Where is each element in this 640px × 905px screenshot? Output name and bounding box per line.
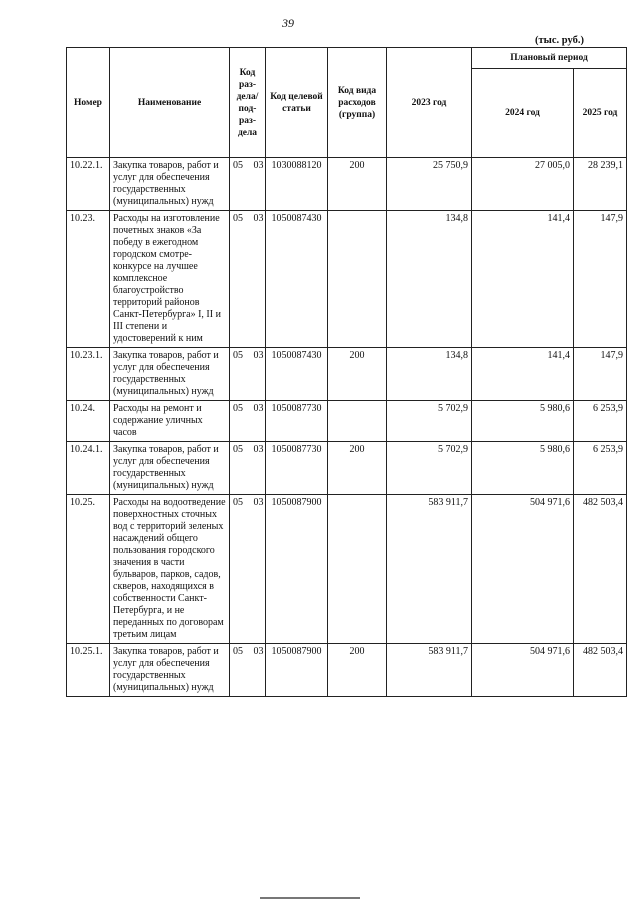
row-expense-cell: 200 xyxy=(328,158,387,211)
row-subsection-cell: 03 xyxy=(251,442,266,495)
row-2024-cell: 504 971,6 xyxy=(472,495,574,644)
row-2023-cell: 583 911,7 xyxy=(387,644,472,697)
page-number: 39 xyxy=(282,16,294,30)
row-expense-cell xyxy=(328,401,387,442)
row-expense-cell: 200 xyxy=(328,442,387,495)
row-target-cell: 1050087900 xyxy=(266,495,328,644)
row-name-cell: Закупка товаров, работ и услуг для обеспечения государственных (муниципальных) нужд xyxy=(110,348,230,401)
footer-rule xyxy=(260,897,360,899)
row-2023-cell: 5 702,9 xyxy=(387,442,472,495)
row-number-cell: 10.25.1. xyxy=(67,644,110,697)
row-section-cell: 05 xyxy=(230,211,251,348)
header-2025: 2025 год xyxy=(574,69,627,158)
row-section-cell: 05 xyxy=(230,348,251,401)
row-2025-cell: 482 503,4 xyxy=(574,495,627,644)
row-2023-cell: 134,8 xyxy=(387,348,472,401)
header-2024: 2024 год xyxy=(472,69,574,158)
row-section-cell: 05 xyxy=(230,495,251,644)
row-target-cell: 1050087430 xyxy=(266,211,328,348)
row-2024-cell: 141,4 xyxy=(472,348,574,401)
units-label: (тыс. руб.) xyxy=(535,35,584,46)
row-2023-cell: 25 750,9 xyxy=(387,158,472,211)
header-section: Код раз-дела/ под-раз-дела xyxy=(230,48,266,158)
header-row xyxy=(67,48,627,69)
row-2023-cell: 134,8 xyxy=(387,211,472,348)
row-expense-cell xyxy=(328,211,387,348)
row-2023-cell: 5 702,9 xyxy=(387,401,472,442)
row-2024-cell: 5 980,6 xyxy=(472,401,574,442)
row-section-cell: 05 xyxy=(230,401,251,442)
row-subsection-cell: 03 xyxy=(251,644,266,697)
row-expense-cell xyxy=(328,495,387,644)
row-expense-cell: 200 xyxy=(328,348,387,401)
row-subsection-cell: 03 xyxy=(251,211,266,348)
row-2024-cell: 141,4 xyxy=(472,211,574,348)
row-2023-cell: 583 911,7 xyxy=(387,495,472,644)
row-name-cell: Закупка товаров, работ и услуг для обеспечения государственных (муниципальных) нужд xyxy=(110,644,230,697)
row-name-cell: Закупка товаров, работ и услуг для обеспечения государственных (муниципальных) нужд xyxy=(110,442,230,495)
row-number-cell: 10.24.1. xyxy=(67,442,110,495)
header-name: Наименование xyxy=(110,48,230,158)
row-subsection-cell: 03 xyxy=(251,348,266,401)
row-2025-cell: 482 503,4 xyxy=(574,644,627,697)
table-row xyxy=(67,348,627,401)
row-subsection-cell: 03 xyxy=(251,495,266,644)
table-body xyxy=(67,158,627,697)
table-row xyxy=(67,401,627,442)
row-name-cell: Расходы на ремонт и содержание уличных часов xyxy=(110,401,230,442)
row-target-cell: 1050087900 xyxy=(266,644,328,697)
table-row xyxy=(67,442,627,495)
row-2024-cell: 5 980,6 xyxy=(472,442,574,495)
row-name-cell: Расходы на изготовление почетных знаков «За победу в ежегодном городском смотре-конкурсе на лучшее комплексное благоустройство территорий районов Санкт-Петербурга» I, II и III степени и удостоверений к ним xyxy=(110,211,230,348)
table-row xyxy=(67,158,627,211)
row-target-cell: 1050087430 xyxy=(266,348,328,401)
row-2024-cell: 504 971,6 xyxy=(472,644,574,697)
row-section-cell: 05 xyxy=(230,644,251,697)
row-target-cell: 1050087730 xyxy=(266,442,328,495)
header-target: Код целевой статьи xyxy=(266,48,328,158)
row-number-cell: 10.25. xyxy=(67,495,110,644)
row-name-cell: Закупка товаров, работ и услуг для обеспечения государственных (муниципальных) нужд xyxy=(110,158,230,211)
row-2025-cell: 6 253,9 xyxy=(574,401,627,442)
row-2025-cell: 147,9 xyxy=(574,348,627,401)
row-2024-cell: 27 005,0 xyxy=(472,158,574,211)
row-number-cell: 10.23.1. xyxy=(67,348,110,401)
header-number: Номер xyxy=(67,48,110,158)
table-row xyxy=(67,495,627,644)
table-row xyxy=(67,644,627,697)
row-target-cell: 1050087730 xyxy=(266,401,328,442)
row-2025-cell: 147,9 xyxy=(574,211,627,348)
row-subsection-cell: 03 xyxy=(251,401,266,442)
row-target-cell: 1030088120 xyxy=(266,158,328,211)
header-plan-period: Плановый период xyxy=(472,48,627,69)
row-2025-cell: 28 239,1 xyxy=(574,158,627,211)
row-number-cell: 10.23. xyxy=(67,211,110,348)
row-2025-cell: 6 253,9 xyxy=(574,442,627,495)
row-number-cell: 10.22.1. xyxy=(67,158,110,211)
table-row xyxy=(67,211,627,348)
row-section-cell: 05 xyxy=(230,442,251,495)
row-subsection-cell: 03 xyxy=(251,158,266,211)
row-name-cell: Расходы на водоотведение поверхностных сточных вод с территорий зеленых насаждений общего пользования городского значения в части бульваров, парков, садов, скверов, находящихся в собственности Санкт-Петербурга, и не переданных по договорам третьим лицам xyxy=(110,495,230,644)
header-expense: Код вида расходов (группа) xyxy=(328,48,387,158)
budget-table xyxy=(66,47,627,697)
row-expense-cell: 200 xyxy=(328,644,387,697)
header-2023: 2023 год xyxy=(387,48,472,158)
row-number-cell: 10.24. xyxy=(67,401,110,442)
row-section-cell: 05 xyxy=(230,158,251,211)
